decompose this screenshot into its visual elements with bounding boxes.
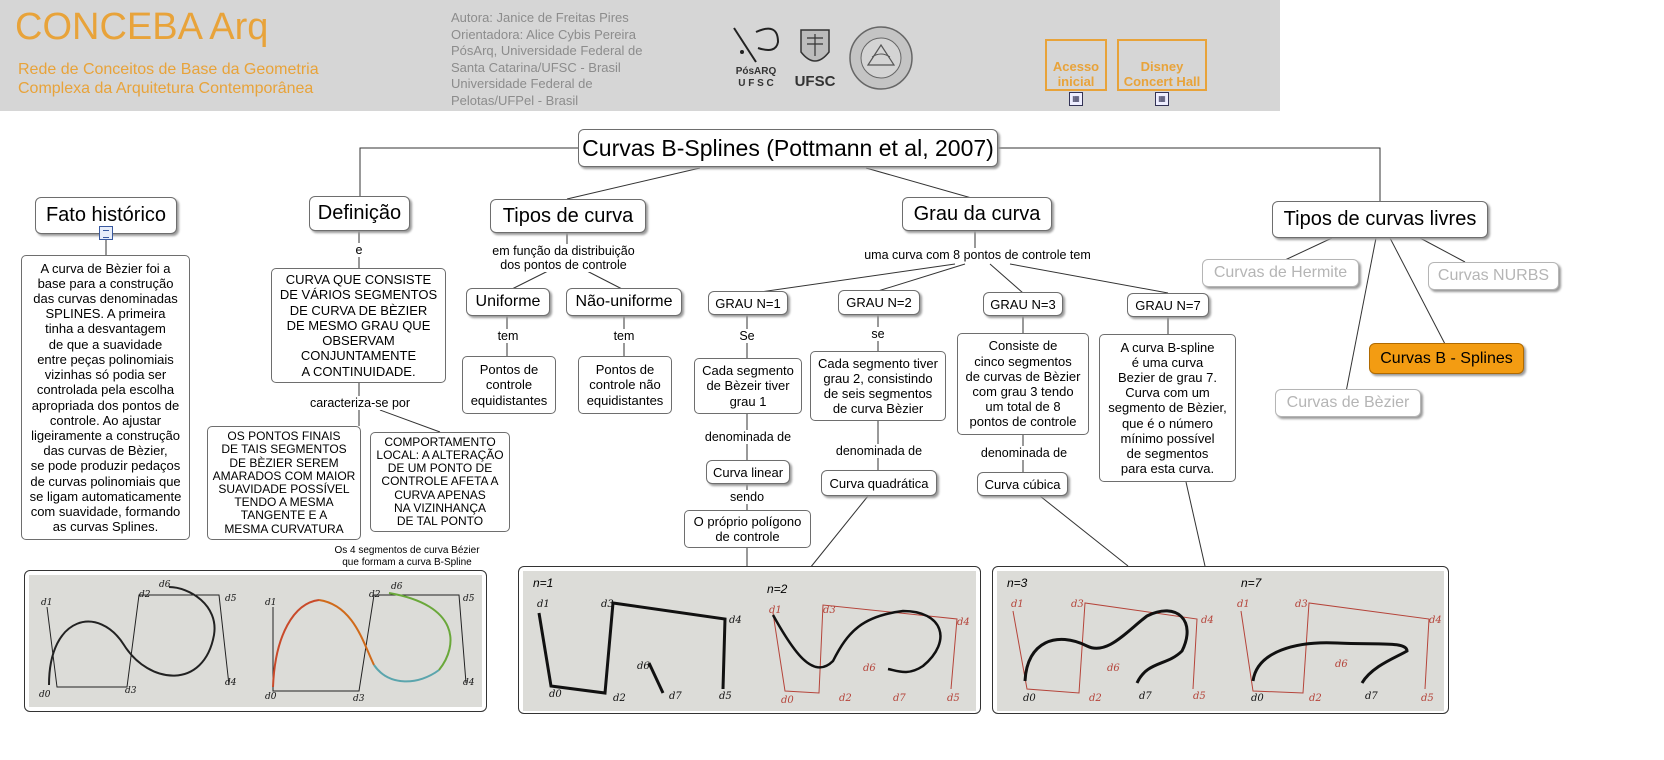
svg-text:d4: d4 (225, 678, 237, 688)
comportamento-local-text: COMPORTAMENTO LOCAL: A ALTERAÇÃO DE UM PONTO DE CONTROLE AFETA A CURVA APENAS NA VIZINHANÇA DE TAL PONTO (370, 432, 510, 532)
definicao-node[interactable]: Definição (309, 196, 410, 231)
tipos-de-curva-node[interactable]: Tipos de curva (490, 199, 646, 233)
grau-n7-node[interactable]: GRAU N=7 (1127, 293, 1209, 317)
svg-text:d3: d3 (125, 686, 137, 696)
svg-text:d5: d5 (463, 594, 475, 604)
svg-text:d5: d5 (225, 594, 237, 604)
svg-text:d0: d0 (265, 692, 277, 702)
curvas-b-splines-node[interactable]: Curvas B - Splines (1369, 343, 1524, 374)
svg-text:d2: d2 (839, 693, 852, 704)
svg-text:d0: d0 (781, 695, 794, 706)
bezier-segments-drawing (29, 575, 482, 707)
ufsc-logo (795, 26, 835, 72)
svg-text:d4: d4 (729, 615, 742, 626)
bezier-segments-figure (24, 570, 487, 712)
grau-n1-text: Cada segmento de Bèzeir tiver grau 1 (694, 358, 802, 414)
grau-n3-text: Consiste de cinco segmentos de curvas de Bèzier com grau 3 tendo um total de 8 pontos de controle (957, 333, 1089, 435)
svg-text:d0: d0 (1023, 693, 1036, 704)
nao-uniforme-node[interactable]: Não-uniforme (566, 288, 682, 316)
acesso-inicial-label: Acesso inicial (1052, 59, 1100, 89)
svg-text:d3: d3 (1295, 599, 1308, 610)
svg-text:d2: d2 (613, 693, 626, 704)
svg-text:d1: d1 (1011, 599, 1024, 610)
svg-text:d6: d6 (1107, 663, 1120, 674)
svg-text:d0: d0 (549, 689, 562, 700)
svg-text:d6: d6 (159, 580, 171, 590)
grau-da-curva-node[interactable]: Grau da curva (902, 197, 1052, 231)
svg-text:d4: d4 (1429, 615, 1442, 626)
link-sendo: sendo (727, 490, 767, 504)
svg-text:d5: d5 (947, 693, 960, 704)
poligono-de-controle-text: O próprio polígono de controle (684, 510, 811, 548)
link-tem-nao-uniforme: tem (610, 329, 638, 343)
ufsc-logo-text: UFSC (794, 73, 836, 90)
n2-label: n=2 (767, 582, 788, 596)
posarq-logo-text: PósARQ U F S C (735, 66, 777, 89)
grau-n7-text: A curva B-spline é uma curva Bezier de grau 7. Curva com um segmento de Bèzier, que é o número mínimo possível de segmentos para esta curva. (1099, 334, 1236, 482)
definicao-text: CURVA QUE CONSISTE DE VÁRIOS SEGMENTOS DE CURVA DE BÈZIER DE MESMO GRAU QUE OBSERVAM CONJUNTAMENTE A CONTINUIDADE. (271, 268, 446, 383)
svg-text:d6: d6 (391, 582, 403, 592)
link-se-n1: Se (737, 329, 757, 343)
svg-text:d2: d2 (1089, 693, 1102, 704)
n3-label: n=3 (1007, 576, 1028, 590)
link-denominada-n3: denominada de (976, 446, 1072, 460)
map-link-icon: ▦ (1155, 92, 1169, 106)
grau-n1-n2-drawing (523, 571, 976, 711)
svg-text:d4: d4 (1201, 615, 1214, 626)
svg-text:d1: d1 (1237, 599, 1250, 610)
credits-text: Autora: Janice de Freitas Pires Orientadora: Alice Cybis Pereira PósArq, Universidade Federal de Santa Catarina/UFSC - Brasil Universidade Federal de Pelotas/UFPel - Brasil (451, 10, 643, 108)
svg-text:d0: d0 (1251, 693, 1264, 704)
link-caracteriza: caracteriza-se por (300, 396, 420, 410)
figure-caption: Os 4 segmentos de curva Bézier que formam a curva B-Spline (334, 545, 480, 568)
svg-text:d1: d1 (769, 605, 782, 616)
svg-text:d1: d1 (537, 599, 550, 610)
grau-n3-n7-drawing (997, 571, 1444, 711)
svg-text:d1: d1 (41, 598, 53, 608)
svg-text:d6: d6 (863, 663, 876, 674)
link-8-pontos: uma curva com 8 pontos de controle tem (855, 248, 1100, 262)
fato-historico-node[interactable]: Fato histórico (35, 197, 177, 234)
fato-historico-text: A curva de Bèzier foi a base para a construção das curvas denominadas SPLINES. A primeira tinha a desvantagem de que a suavidade entre peças polinomiais vizinhas só podia ser controlada pela escolha apropriada dos pontos de controle. Ao ajustar ligeiramente a construção das curvas de Bèzier, se pode produzir pedaços de curvas polinomiais que se ligam automaticamente com suavidade, formando as curvas Splines. (21, 255, 190, 540)
svg-text:d2: d2 (139, 590, 151, 600)
grau-n1-node[interactable]: GRAU N=1 (708, 291, 788, 315)
brand-subtitle: Rede de Conceitos de Base da Geometria Complexa da Arquitetura Contemporânea (18, 61, 319, 97)
svg-text:d7: d7 (1365, 691, 1378, 702)
curvas-nurbs-node[interactable]: Curvas NURBS (1428, 262, 1559, 290)
svg-text:d3: d3 (601, 599, 614, 610)
link-e: e (352, 243, 366, 257)
link-tem-uniforme: tem (494, 329, 522, 343)
svg-text:d0: d0 (39, 690, 51, 700)
svg-text:d1: d1 (265, 598, 277, 608)
curva-quadratica-node[interactable]: Curva quadrática (821, 470, 937, 496)
curvas-hermite-node[interactable]: Curvas de Hermite (1202, 259, 1359, 287)
n7-label: n=7 (1241, 576, 1262, 590)
link-denominada-n2: denominada de (831, 444, 927, 458)
link-se-n2: se (869, 327, 887, 341)
curvas-bezier-node[interactable]: Curvas de Bèzier (1275, 389, 1421, 417)
posarq-logo (728, 22, 784, 70)
grau-n2-node[interactable]: GRAU N=2 (838, 290, 920, 315)
svg-text:d5: d5 (1193, 691, 1206, 702)
acesso-inicial-button[interactable] (1045, 39, 1107, 103)
document-icon[interactable] (99, 226, 113, 240)
grau-n3-node[interactable]: GRAU N=3 (983, 292, 1063, 316)
curva-linear-node[interactable]: Curva linear (706, 460, 790, 484)
grau-n1-n2-figure (518, 566, 981, 714)
link-distribuicao: em função da distribuição dos pontos de controle (486, 244, 641, 272)
n1-label: n=1 (533, 576, 554, 590)
curva-cubica-node[interactable]: Curva cúbica (977, 472, 1068, 496)
svg-text:d5: d5 (719, 691, 732, 702)
svg-text:d6: d6 (1335, 659, 1348, 670)
map-link-icon: ▦ (1069, 92, 1083, 106)
svg-text:d7: d7 (1139, 691, 1152, 702)
svg-text:d3: d3 (1071, 599, 1084, 610)
root-node[interactable]: Curvas B-Splines (Pottmann et al, 2007) (578, 129, 998, 167)
svg-text:d5: d5 (1421, 693, 1434, 704)
pontos-finais-text: OS PONTOS FINAIS DE TAIS SEGMENTOS DE BÈZIER SEREM AMARADOS COM MAIOR SUAVIDADE POSSÍVEL TENDO A MESMA TANGENTE E A MESMA CURVATURA (207, 426, 361, 540)
ufpel-seal (848, 25, 914, 91)
pontos-equidistantes-text: Pontos de controle equidistantes (462, 356, 556, 414)
pontos-nao-equidistantes-text: Pontos de controle não equidistantes (578, 356, 672, 414)
svg-text:d4: d4 (957, 617, 970, 628)
svg-text:d3: d3 (353, 694, 365, 704)
grau-n2-text: Cada segmento tiver grau 2, consistindo de seis segmentos de curva Bèzier (810, 351, 946, 421)
svg-text:d2: d2 (369, 590, 381, 600)
disney-concert-hall-label: Disney Concert Hall (1123, 59, 1201, 89)
brand-title: CONCEBA Arq (15, 6, 269, 48)
header-banner (0, 0, 1280, 111)
svg-text:d3: d3 (823, 605, 836, 616)
disney-concert-hall-button[interactable] (1117, 39, 1207, 103)
tipos-curvas-livres-node[interactable]: Tipos de curvas livres (1272, 201, 1488, 238)
svg-text:d7: d7 (669, 691, 682, 702)
svg-text:d7: d7 (893, 693, 906, 704)
grau-n3-n7-figure (992, 566, 1449, 714)
uniforme-node[interactable]: Uniforme (466, 288, 550, 316)
svg-text:d2: d2 (1309, 693, 1322, 704)
link-denominada-n1: denominada de (700, 430, 796, 444)
svg-text:d4: d4 (463, 678, 475, 688)
svg-text:d6: d6 (637, 661, 650, 672)
